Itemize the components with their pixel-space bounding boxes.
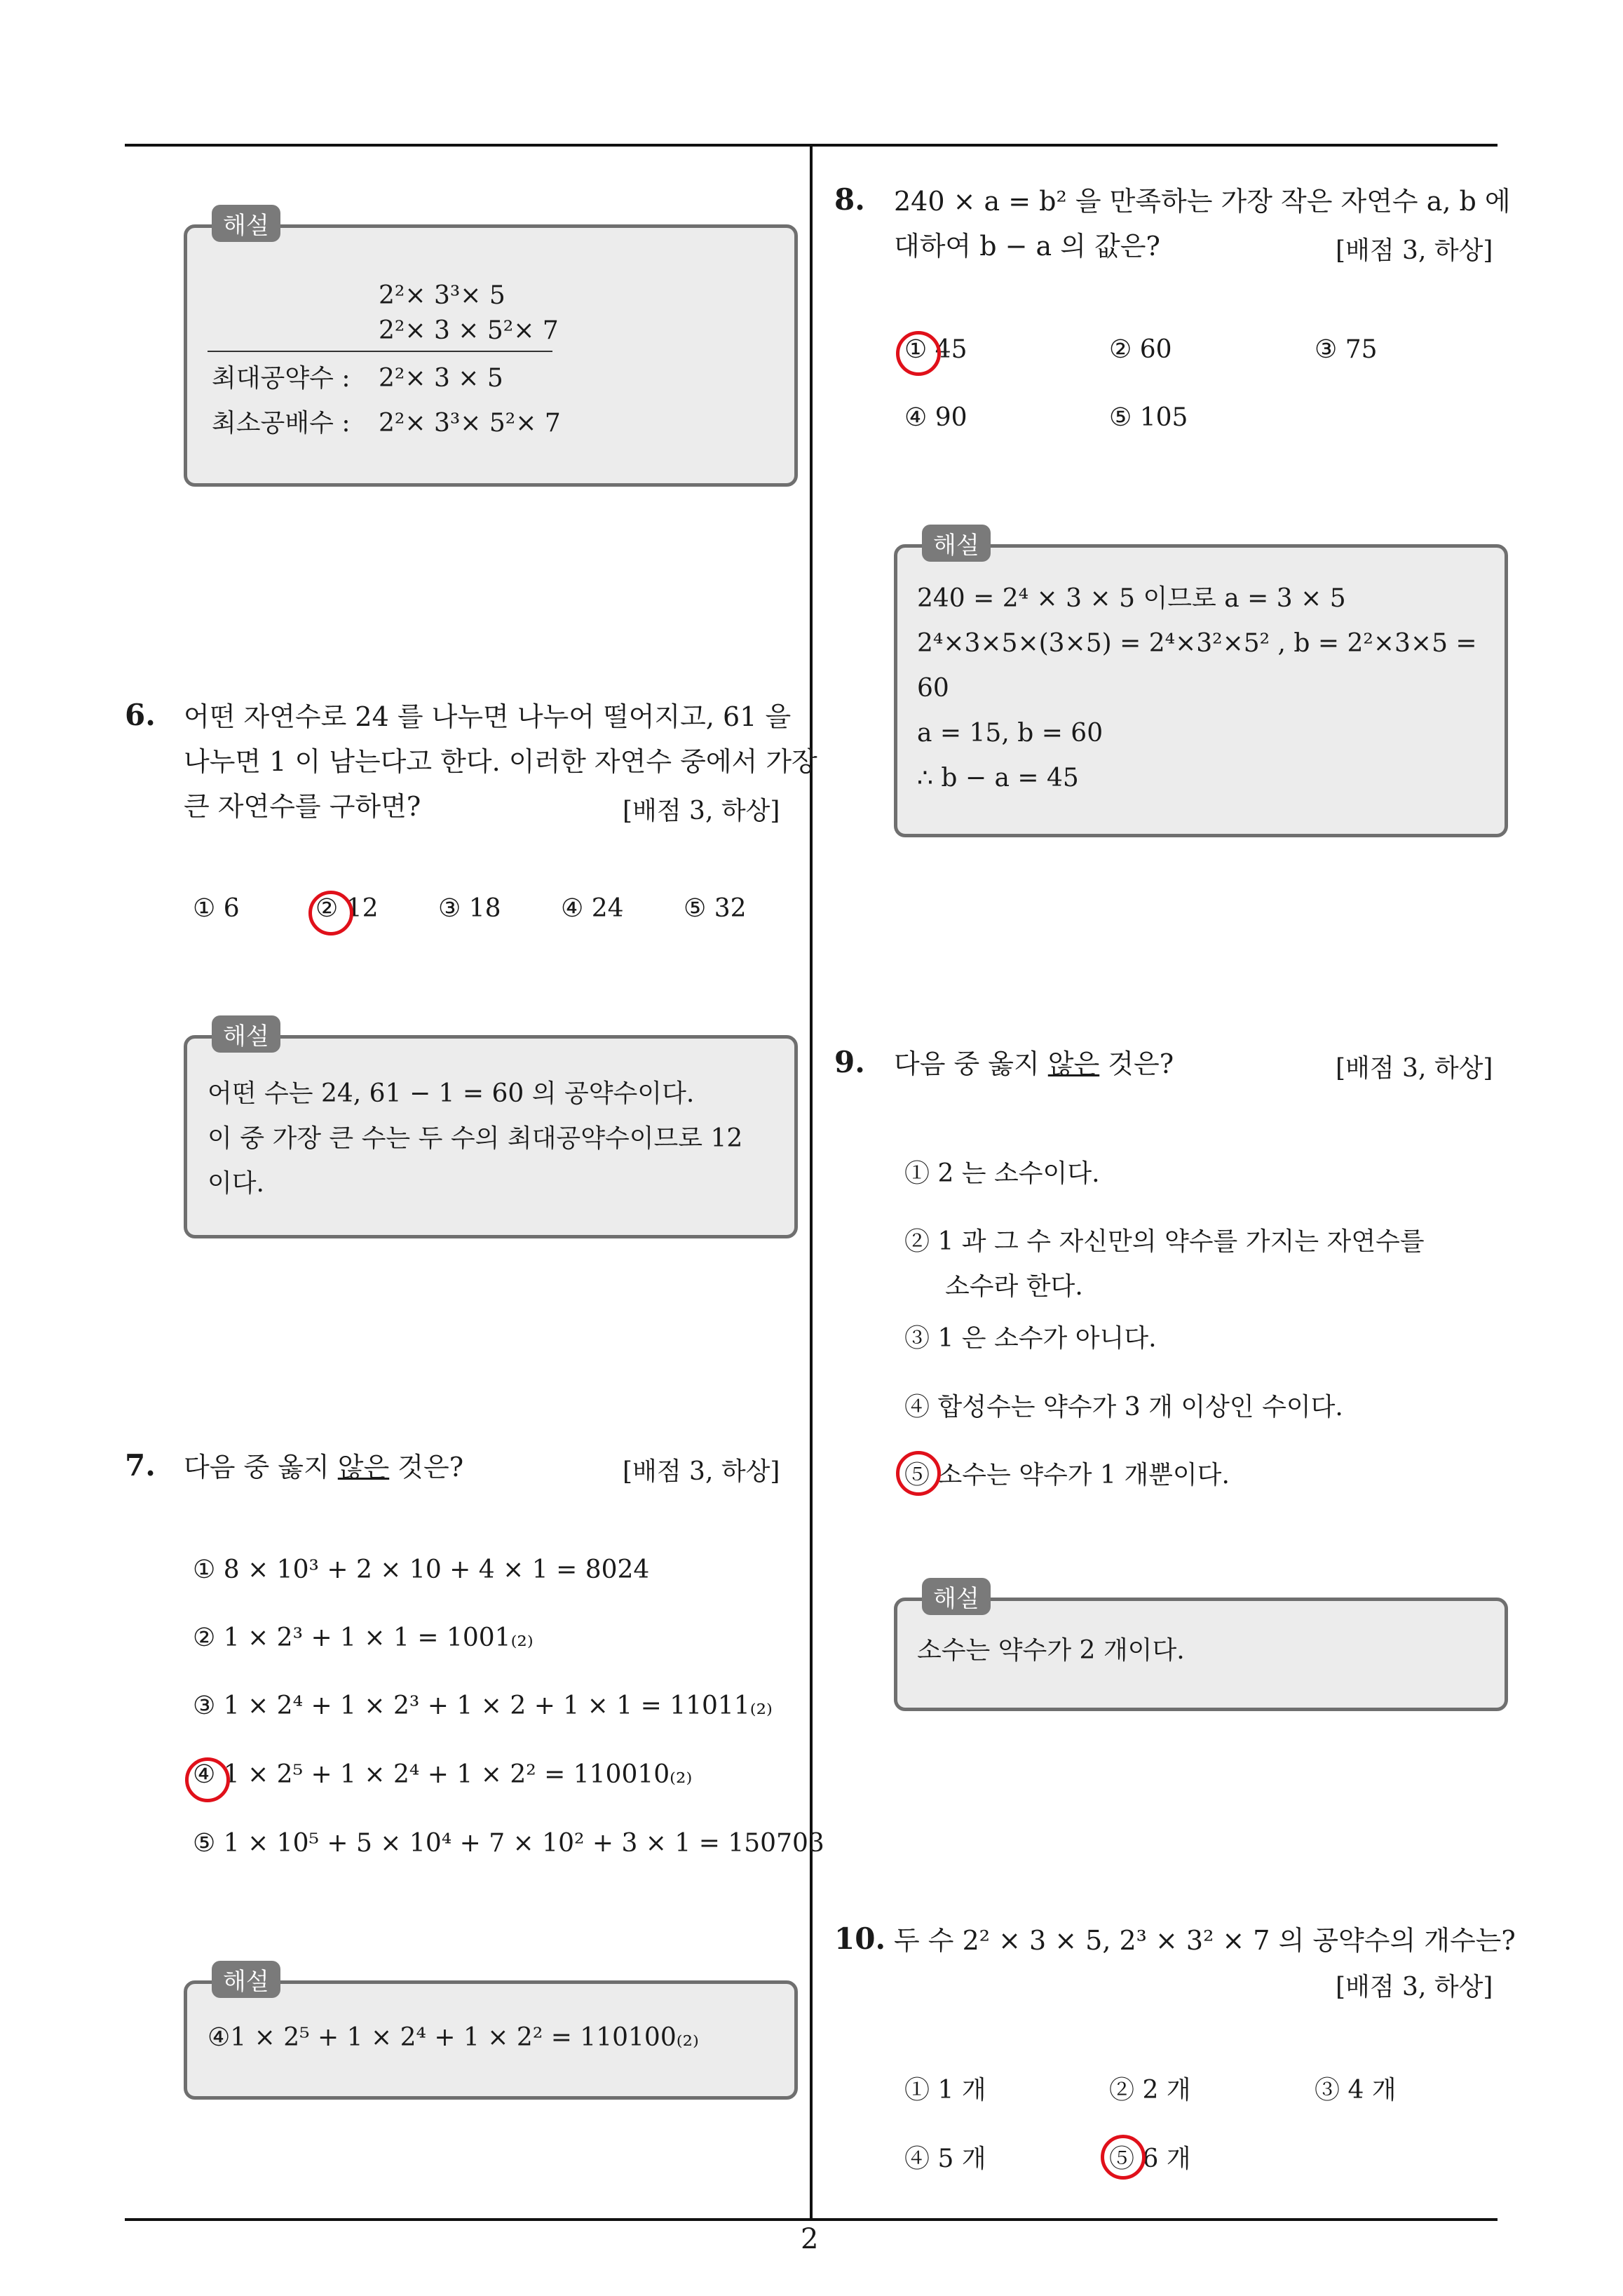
q7-stem-post: 것은?: [389, 1452, 464, 1483]
question-number-6: 6.: [125, 698, 156, 732]
q8-option-2[interactable]: ② 60: [1109, 335, 1172, 364]
q8-option-1[interactable]: ① 45: [904, 335, 967, 364]
q9-sol: 소수는 약수가 2 개이다.: [917, 1636, 1185, 1665]
q6-sol-line-3: 이다.: [208, 1169, 264, 1198]
q6-option-4[interactable]: ④ 24: [561, 894, 624, 923]
q7-option-5[interactable]: ⑤ 1 × 10⁵ + 5 × 10⁴ + 7 × 10² + 3 × 1 = 150703: [193, 1829, 824, 1858]
q9-option-5[interactable]: ⑤ 소수는 약수가 1 개뿐이다.: [904, 1461, 1230, 1490]
q10-option-3[interactable]: ③ 4 개: [1315, 2076, 1397, 2105]
q9-meta: [배점 3, 하상]: [1336, 1054, 1493, 1083]
answer-circle-q6: [308, 891, 353, 936]
q9-option-4[interactable]: ④ 합성수는 약수가 3 개 이상인 수이다.: [904, 1393, 1343, 1422]
column-divider: [810, 145, 813, 2221]
q6-line-3: 큰 자연수를 구하면?: [184, 791, 421, 822]
solution-box-q5: [184, 224, 798, 487]
q6-option-3[interactable]: ③ 18: [438, 894, 501, 923]
solution-label-q6: 해설: [212, 1015, 280, 1053]
factor-row-2: 2²× 3 × 5²× 7: [379, 316, 559, 345]
q9-stem-post: 것은?: [1099, 1048, 1174, 1079]
page-number: 2: [801, 2223, 819, 2255]
q8-sol-line-4: a = 15, b = 60: [917, 719, 1103, 748]
q9-stem: [894, 1041, 1174, 1086]
answer-circle-q8: [896, 331, 941, 376]
q8-sol-line-2: 2⁴×3×5×(3×5) = 2⁴×3²×5² , b = 2²×3×5 =: [917, 629, 1477, 658]
answer-circle-q9: [896, 1451, 941, 1496]
q9-stem-underlined: 않은: [1047, 1048, 1100, 1079]
q7-meta: [배점 3, 하상]: [623, 1457, 780, 1486]
q7-option-2[interactable]: ② 1 × 2³ + 1 × 1 = 1001₍₂₎: [193, 1623, 534, 1652]
division-line: [208, 351, 552, 352]
q9-option-2[interactable]: ② 1 과 그 수 자신만의 약수를 가지는 자연수를: [904, 1227, 1425, 1256]
q6-sol-line-1: 어떤 수는 24, 61 − 1 = 60 의 공약수이다.: [208, 1079, 695, 1108]
q6-line-2: 나누면 1 이 남는다고 한다. 이러한 자연수 중에서 가장: [184, 746, 817, 777]
q7-sol: ④1 × 2⁵ + 1 × 2⁴ + 1 × 2² = 110100₍₂₎: [208, 2023, 699, 2052]
solution-label-q7: 해설: [212, 1961, 280, 1998]
question-number-10: 10.: [834, 1922, 886, 1956]
q8-option-4[interactable]: ④ 90: [904, 403, 967, 432]
q8-meta: [배점 3, 하상]: [1336, 236, 1493, 265]
q10-meta: [배점 3, 하상]: [1336, 1973, 1493, 2001]
factor-row-1: 2²× 3³× 5: [379, 281, 505, 310]
q7-stem-pre: 다음 중 옳지: [184, 1452, 338, 1483]
q8-option-3[interactable]: ③ 75: [1315, 335, 1378, 364]
lcm-label: 최소공배수 :: [212, 409, 351, 438]
q6-option-5[interactable]: ⑤ 32: [684, 894, 747, 923]
q10-option-4[interactable]: ④ 5 개: [904, 2145, 986, 2173]
question-number-9: 9.: [834, 1045, 865, 1079]
solution-label-q5: 해설: [212, 205, 280, 242]
solution-label-q9: 해설: [922, 1578, 991, 1615]
q6-line-1: 어떤 자연수로 24 를 나누면 나누어 떨어지고, 61 을: [184, 701, 792, 732]
q9-option-3[interactable]: ③ 1 은 소수가 아니다.: [904, 1324, 1157, 1353]
q9-option-1[interactable]: ① 2 는 소수이다.: [904, 1159, 1100, 1188]
q6-meta: [배점 3, 하상]: [623, 797, 780, 825]
question-number-8: 8.: [834, 182, 865, 217]
answer-circle-q10: [1101, 2135, 1146, 2180]
q10-option-2[interactable]: ② 2 개: [1109, 2076, 1191, 2105]
q9-stem-pre: 다음 중 옳지: [894, 1048, 1048, 1079]
solution-label-q8: 해설: [922, 525, 991, 562]
q8-line-2: 대하여 b − a 의 값은?: [894, 231, 1160, 262]
q10-option-1[interactable]: ① 1 개: [904, 2076, 986, 2105]
q8-sol-line-3: 60: [917, 674, 949, 703]
q8-sol-line-5: ∴ b − a = 45: [917, 764, 1079, 792]
answer-circle-q7: [185, 1757, 230, 1802]
q8-option-5[interactable]: ⑤ 105: [1109, 403, 1188, 432]
gcd-value: 2²× 3 × 5: [379, 364, 503, 393]
q8-sol-line-1: 240 = 2⁴ × 3 × 5 이므로 a = 3 × 5: [917, 584, 1346, 613]
gcd-label: 최대공약수 :: [212, 364, 351, 393]
q9-option-2-cont: 소수라 한다.: [945, 1272, 1083, 1301]
q7-stem: [184, 1445, 463, 1490]
q6-option-2[interactable]: ② 12: [315, 894, 379, 923]
q6-option-1[interactable]: ① 6: [193, 894, 240, 923]
q6-sol-line-2: 이 중 가장 큰 수는 두 수의 최대공약수이므로 12: [208, 1124, 743, 1153]
q8-line-1: 240 × a = b² 을 만족하는 가장 작은 자연수 a, b 에: [894, 186, 1511, 217]
question-number-7: 7.: [125, 1448, 156, 1483]
q10-line-1: 두 수 2² × 3 × 5, 2³ × 3² × 7 의 공약수의 개수는?: [894, 1925, 1516, 1956]
q7-stem-underlined: 않은: [337, 1452, 390, 1483]
q7-option-1[interactable]: ① 8 × 10³ + 2 × 10 + 4 × 1 = 8024: [193, 1555, 650, 1584]
q7-option-4[interactable]: ④ 1 × 2⁵ + 1 × 2⁴ + 1 × 2² = 110010₍₂₎: [193, 1760, 693, 1789]
q10-option-5[interactable]: ⑤ 6 개: [1109, 2145, 1191, 2173]
lcm-value: 2²× 3³× 5²× 7: [379, 409, 561, 438]
bottom-rule: [125, 2218, 1498, 2221]
q7-option-3[interactable]: ③ 1 × 2⁴ + 1 × 2³ + 1 × 2 + 1 × 1 = 11011₍₂₎: [193, 1691, 773, 1720]
